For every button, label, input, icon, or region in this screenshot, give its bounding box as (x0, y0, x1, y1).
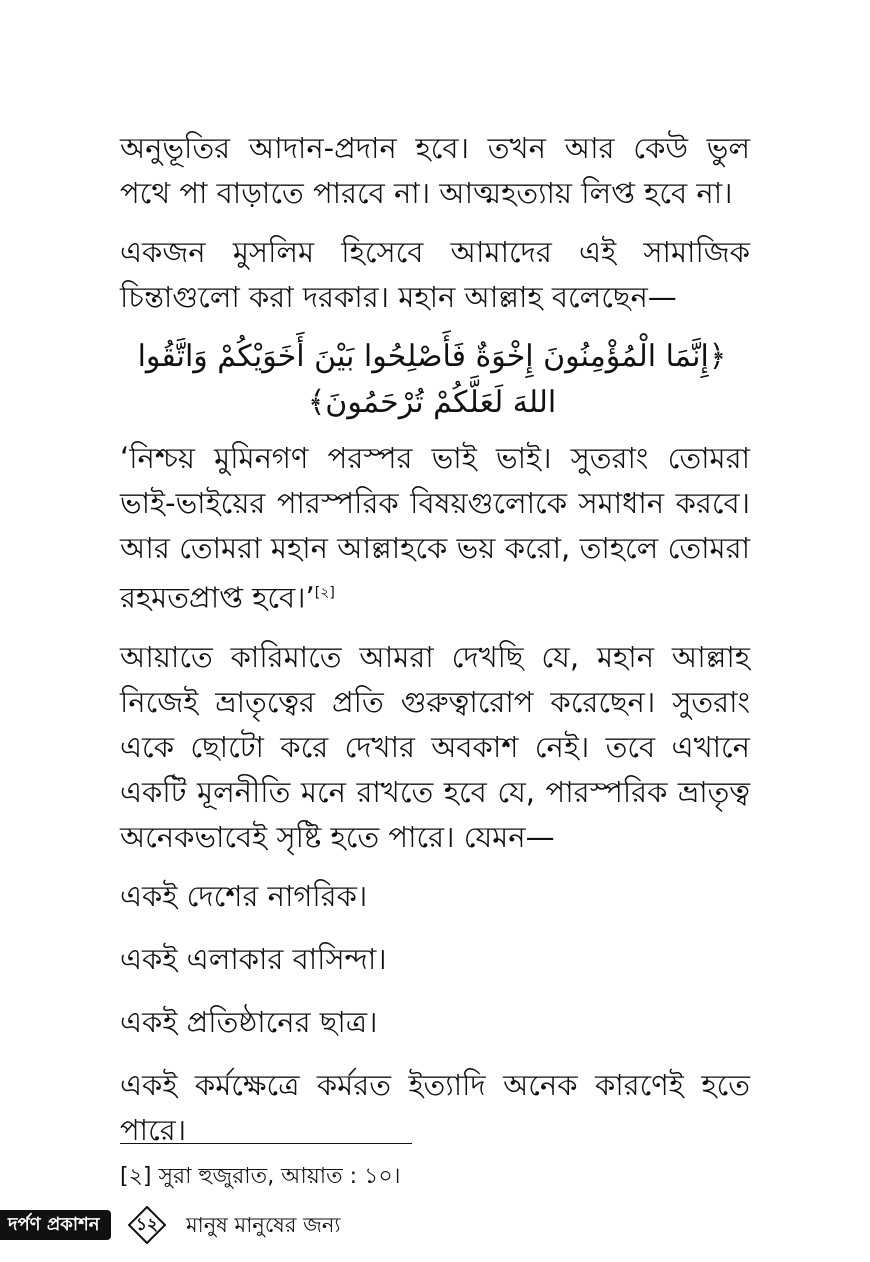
paragraph-2: একজন মুসলিম হিসেবে আমাদের এই সামাজিক চিন্তাগুলো করা দরকার। মহান আল্লাহ বলেছেন— (120, 235, 750, 314)
paragraph-1: অনুভূতির আদান-প্রদান হবে। তখন আর কেউ ভুল পথে পা বাড়াতে পারবে না। আত্মহত্যায় লিপ্ত হবে না। (120, 131, 750, 210)
list-item-resident: একই এলাকার বাসিন্দা। (120, 941, 387, 976)
list-item-citizen: একই দেশের নাগরিক। (120, 878, 368, 913)
list-item-student: একই প্রতিষ্ঠানের ছাত্র। (120, 1004, 378, 1039)
book-title: মানুষ মানুষের জন্য (186, 1213, 341, 1237)
paragraph-commentary: আয়াতে কারিমাতে আমরা দেখছি যে, মহান আল্লাহ নিজেই ভ্রাতৃত্বের প্রতি গুরুত্বারোপ করেছেন। সুতরাং একে ছোটো করে দেখার অবকাশ নেই। তবে এখানে একটি মূলনীতি মনে রাখতে হবে যে, পারস্পরিক ভ্রাতৃত্ব অনেকভাবেই সৃষ্টি হতে পারে। যেমন— (120, 639, 750, 854)
footnote-divider (120, 1143, 412, 1144)
quran-verse-line-1: ﴿إِنَّمَا الْمُؤْمِنُونَ إِخْوَةٌ فَأَصْلِحُوا بَيْنَ أَخَوَيْكُمْ وَاتَّقُوا (137, 339, 727, 374)
page-body (120, 126, 750, 1167)
page-footer (0, 1200, 870, 1250)
publisher-label: দর্পণ প্রকাশন (0, 1210, 111, 1240)
footnote: [২] সুরা হুজুরাত, আয়াত : ১০। (120, 1164, 401, 1189)
quran-verse-line-2: اللهَ لَعَلَّكُمْ تُرْحَمُونَ﴾ (307, 385, 557, 420)
list-item-workplace: একই কর্মক্ষেত্রে কর্মরত ইত্যাদি অনেক কারণেই হতে পারে। (120, 1067, 750, 1147)
footnote-reference[interactable]: [২] (314, 585, 335, 601)
quran-verse (120, 334, 750, 426)
page-number: ১২ (135, 1215, 159, 1235)
verse-translation (120, 436, 750, 621)
verse-translation-text: ‘নিশ্চয় মুমিনগণ পরস্পর ভাই ভাই। সুতরাং তোমরা ভাই-ভাইয়ের পারস্পরিক বিষয়গুলোকে সমাধান করবে। আর তোমরা মহান আল্লাহকে ভয় করো, তাহলে তোমরা রহমতপ্রাপ্ত হবে।’ (120, 441, 750, 615)
